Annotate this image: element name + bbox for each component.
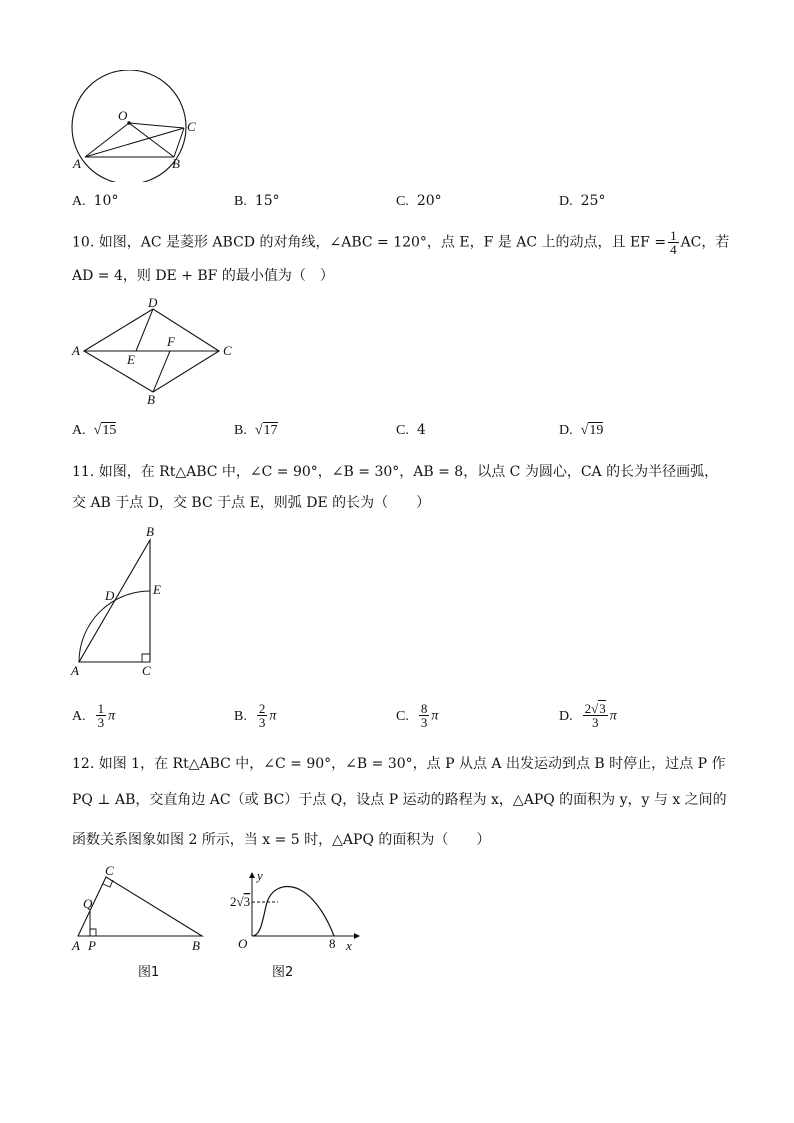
- q10-segment-BF: [153, 351, 170, 392]
- q9-segment-OA: [85, 123, 129, 157]
- q12-triangle-ABC: [78, 877, 202, 936]
- q12-graph-label-peak: [230, 894, 250, 909]
- q11-option-d[interactable]: D. $\frac{2√3}{3}$ π: [559, 701, 617, 730]
- q11-label-A: A: [71, 663, 79, 678]
- q12-label-A: A: [72, 938, 80, 953]
- q9-center-dot: [127, 121, 131, 125]
- q11-option-a[interactable]: A. $\frac{1}{3}$ π: [72, 701, 116, 730]
- q12-figure1: [66, 864, 216, 956]
- q12-label-P: P: [88, 938, 96, 953]
- q9-option-d[interactable]: D. 25°: [559, 193, 606, 209]
- q10-label-E: E: [127, 352, 135, 367]
- q12-graph-x-arrow: [354, 933, 360, 939]
- q11-right-angle-mark: [142, 654, 150, 662]
- q9-option-b[interactable]: B. 15°: [234, 193, 280, 209]
- q12-label-Q: Q: [83, 896, 93, 911]
- q12-label-C: C: [105, 864, 114, 878]
- q11-label-C: C: [142, 663, 151, 678]
- q10-option-c[interactable]: C. 4: [396, 422, 426, 438]
- q10-stem-line2: AD = 4，则 DE + BF 的最小值为（ ）: [72, 268, 334, 284]
- q9-options: [72, 193, 772, 217]
- q11-stem-line1: 11. 如图，在 Rt△ABC 中，∠C = 90°，∠B = 30°，AB = 8，以点 C 为圆心，CA 的长为半径画弧，: [72, 464, 719, 480]
- q10-options: [72, 422, 772, 446]
- q9-label-B: B: [172, 156, 180, 171]
- q10-option-b[interactable]: B. √17: [234, 423, 278, 438]
- q12-graph-label-y: y: [257, 868, 263, 883]
- q11-options: [72, 696, 772, 736]
- q12-graph-peak-sqrt-sign: √: [236, 894, 244, 909]
- q9-label-A: A: [73, 156, 81, 171]
- q11-option-b[interactable]: B. $\frac{2}{3}$ π: [234, 701, 277, 730]
- q10-rhombus-figure: [64, 296, 244, 408]
- q11-stem-line2: 交 AB 于点 D，交 BC 于点 E，则弧 DE 的长为（ ）: [72, 495, 431, 511]
- q11-label-E: E: [153, 582, 161, 597]
- q10-label-C: C: [223, 343, 232, 358]
- q12-figure2-caption: 图2: [272, 965, 294, 980]
- q9-segment-BC: [174, 128, 184, 157]
- q10-label-F: F: [167, 334, 175, 349]
- q9-circle: [72, 70, 186, 182]
- q12-label-B: B: [192, 938, 200, 953]
- q10-label-A: A: [72, 343, 80, 358]
- q12-graph-peak-coef: 2: [230, 894, 237, 909]
- q10-fraction: $\frac{1}{4}$: [670, 228, 677, 257]
- q11-label-B: B: [146, 524, 154, 539]
- q12-graph-label-8: 8: [329, 936, 336, 951]
- q12-graph-label-x: x: [346, 938, 352, 953]
- q9-segment-AC: [85, 128, 184, 157]
- q12-right-angle-P: [90, 929, 96, 936]
- q9-option-a[interactable]: A. 10°: [72, 193, 119, 209]
- q11-label-D: D: [105, 588, 115, 603]
- q12-stem-line1: 12. 如图 1，在 Rt△ABC 中，∠C = 90°，∠B = 30°，点 P 从点 A 出发运动到点 B 时停止，过点 P 作: [72, 756, 726, 772]
- q10-label-D: D: [148, 296, 158, 310]
- q10-segment-DE: [136, 309, 153, 351]
- q12-graph-peak-rad: 3: [243, 894, 251, 909]
- q9-segment-OB: [129, 123, 174, 157]
- q12-stem-line3: 函数关系图象如图 2 所示，当 x = 5 时，△APQ 的面积为（ ）: [72, 832, 491, 848]
- q12-graph-label-O: O: [238, 936, 248, 951]
- q9-label-O: O: [118, 108, 128, 123]
- q9-circle-figure: [64, 70, 204, 182]
- q11-option-c[interactable]: C. $\frac{8}{3}$ π: [396, 701, 439, 730]
- q9-label-C: C: [187, 119, 196, 134]
- q10-option-d[interactable]: D. √19: [559, 423, 604, 438]
- q11-triangle-figure: [66, 522, 176, 682]
- q11-triangle-ABC: [79, 540, 150, 662]
- q9-segment-OC: [129, 123, 184, 128]
- q10-option-a[interactable]: A. √15: [72, 423, 117, 438]
- q10-stem-line1: 10. 如图，AC 是菱形 ABCD 的对角线，∠ABC = 120°，点 E，F 是 AC 上的动点，且 EF = $\frac{1}{4}$ AC，若: [72, 228, 730, 257]
- q12-graph-y-arrow: [249, 872, 255, 878]
- q10-label-B: B: [147, 392, 155, 407]
- q9-option-c[interactable]: C. 20°: [396, 193, 442, 209]
- q12-graph-curve: [252, 887, 334, 936]
- q12-stem-line2: PQ ⊥ AB，交直角边 AC（或 BC）于点 Q，设点 P 运动的路程为 x，△APQ 的面积为 y，y 与 x 之间的: [72, 792, 727, 808]
- q12-figure1-caption: 图1: [138, 965, 160, 980]
- q12-figure2-graph: [226, 866, 366, 958]
